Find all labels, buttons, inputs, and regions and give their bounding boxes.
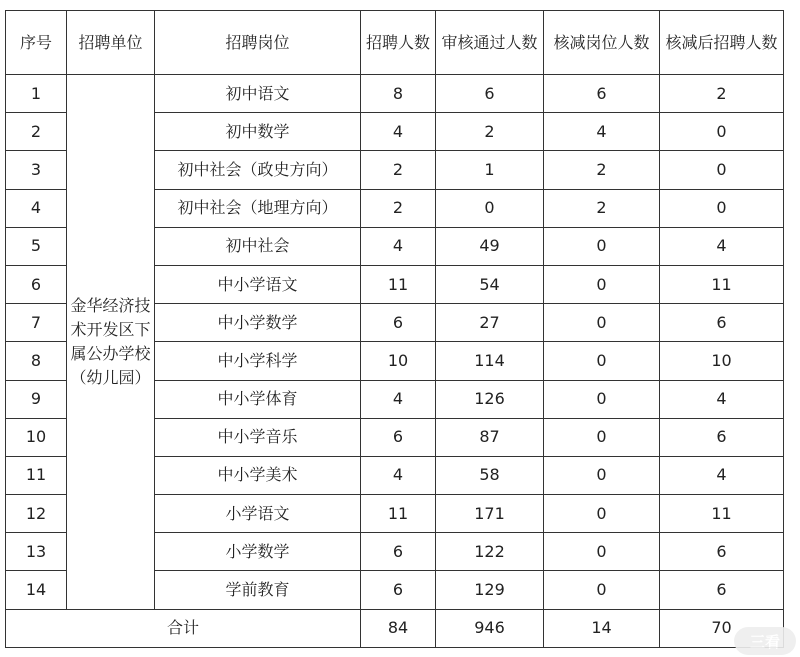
- cell-planned: 6: [361, 571, 436, 609]
- cell-approved: 0: [436, 189, 544, 227]
- table-row: [6, 75, 784, 113]
- cell-planned: 11: [361, 265, 436, 303]
- cell-approved: 122: [436, 533, 544, 571]
- cell-seq: 13: [6, 533, 67, 571]
- cell-position: 初中社会（政史方向）: [155, 151, 361, 189]
- cell-final: 11: [660, 495, 784, 533]
- cell-approved: 126: [436, 380, 544, 418]
- header-approved: 审核通过人数: [436, 11, 544, 75]
- cell-approved: 2: [436, 113, 544, 151]
- header-planned: 招聘人数: [361, 11, 436, 75]
- cell-reduced: 0: [544, 227, 660, 265]
- cell-planned: 6: [361, 304, 436, 342]
- total-reduced: 14: [544, 609, 660, 647]
- cell-planned: 4: [361, 227, 436, 265]
- cell-position: 初中语文: [155, 75, 361, 113]
- cell-reduced: 0: [544, 304, 660, 342]
- header-seq: 序号: [6, 11, 67, 75]
- cell-final: 4: [660, 227, 784, 265]
- cell-planned: 8: [361, 75, 436, 113]
- recruitment-table: [5, 10, 784, 648]
- cell-seq: 6: [6, 265, 67, 303]
- cell-reduced: 0: [544, 418, 660, 456]
- cell-planned: 2: [361, 151, 436, 189]
- cell-seq: 3: [6, 151, 67, 189]
- cell-seq: 10: [6, 418, 67, 456]
- cell-position: 中小学音乐: [155, 418, 361, 456]
- cell-position: 中小学语文: [155, 265, 361, 303]
- cell-final: 6: [660, 571, 784, 609]
- cell-seq: 11: [6, 456, 67, 494]
- cell-reduced: 2: [544, 151, 660, 189]
- cell-approved: 54: [436, 265, 544, 303]
- cell-reduced: 0: [544, 380, 660, 418]
- cell-position: 初中社会: [155, 227, 361, 265]
- cell-reduced: 0: [544, 265, 660, 303]
- total-planned: 84: [361, 609, 436, 647]
- cell-reduced: 6: [544, 75, 660, 113]
- header-position: 招聘岗位: [155, 11, 361, 75]
- cell-approved: 1: [436, 151, 544, 189]
- cell-position: 小学语文: [155, 495, 361, 533]
- cell-planned: 11: [361, 495, 436, 533]
- total-row: [6, 609, 784, 647]
- cell-position: 中小学美术: [155, 456, 361, 494]
- cell-final: 2: [660, 75, 784, 113]
- cell-seq: 1: [6, 75, 67, 113]
- cell-reduced: 0: [544, 533, 660, 571]
- cell-unit-name: 金华经济技术开发区下属公办学校（幼儿园）: [67, 75, 155, 610]
- cell-seq: 5: [6, 227, 67, 265]
- cell-seq: 4: [6, 189, 67, 227]
- cell-reduced: 4: [544, 113, 660, 151]
- cell-approved: 171: [436, 495, 544, 533]
- cell-approved: 6: [436, 75, 544, 113]
- cell-final: 4: [660, 456, 784, 494]
- table-body: [6, 11, 784, 648]
- cell-position: 小学数学: [155, 533, 361, 571]
- cell-approved: 58: [436, 456, 544, 494]
- cell-final: 0: [660, 189, 784, 227]
- header-row: [6, 11, 784, 75]
- watermark-logo: 三看: [734, 627, 796, 655]
- cell-approved: 87: [436, 418, 544, 456]
- cell-approved: 129: [436, 571, 544, 609]
- cell-final: 0: [660, 113, 784, 151]
- cell-seq: 7: [6, 304, 67, 342]
- cell-planned: 6: [361, 533, 436, 571]
- cell-reduced: 0: [544, 495, 660, 533]
- cell-planned: 4: [361, 113, 436, 151]
- cell-approved: 114: [436, 342, 544, 380]
- cell-seq: 9: [6, 380, 67, 418]
- cell-planned: 10: [361, 342, 436, 380]
- cell-planned: 2: [361, 189, 436, 227]
- header-reduced: 核减岗位人数: [544, 11, 660, 75]
- cell-final: 11: [660, 265, 784, 303]
- total-approved: 946: [436, 609, 544, 647]
- cell-reduced: 0: [544, 571, 660, 609]
- cell-final: 6: [660, 533, 784, 571]
- cell-seq: 8: [6, 342, 67, 380]
- cell-reduced: 0: [544, 342, 660, 380]
- cell-seq: 2: [6, 113, 67, 151]
- header-unit: 招聘单位: [67, 11, 155, 75]
- cell-position: 初中社会（地理方向）: [155, 189, 361, 227]
- cell-position: 学前教育: [155, 571, 361, 609]
- header-final: 核减后招聘人数: [660, 11, 784, 75]
- cell-approved: 49: [436, 227, 544, 265]
- cell-planned: 4: [361, 380, 436, 418]
- total-final: 70: [660, 609, 784, 647]
- cell-seq: 14: [6, 571, 67, 609]
- cell-final: 6: [660, 418, 784, 456]
- cell-planned: 4: [361, 456, 436, 494]
- cell-final: 4: [660, 380, 784, 418]
- cell-final: 6: [660, 304, 784, 342]
- cell-position: 初中数学: [155, 113, 361, 151]
- cell-final: 10: [660, 342, 784, 380]
- cell-position: 中小学科学: [155, 342, 361, 380]
- cell-position: 中小学数学: [155, 304, 361, 342]
- cell-approved: 27: [436, 304, 544, 342]
- cell-planned: 6: [361, 418, 436, 456]
- cell-final: 0: [660, 151, 784, 189]
- cell-reduced: 0: [544, 456, 660, 494]
- cell-seq: 12: [6, 495, 67, 533]
- cell-position: 中小学体育: [155, 380, 361, 418]
- total-label: 合计: [6, 609, 361, 647]
- cell-reduced: 2: [544, 189, 660, 227]
